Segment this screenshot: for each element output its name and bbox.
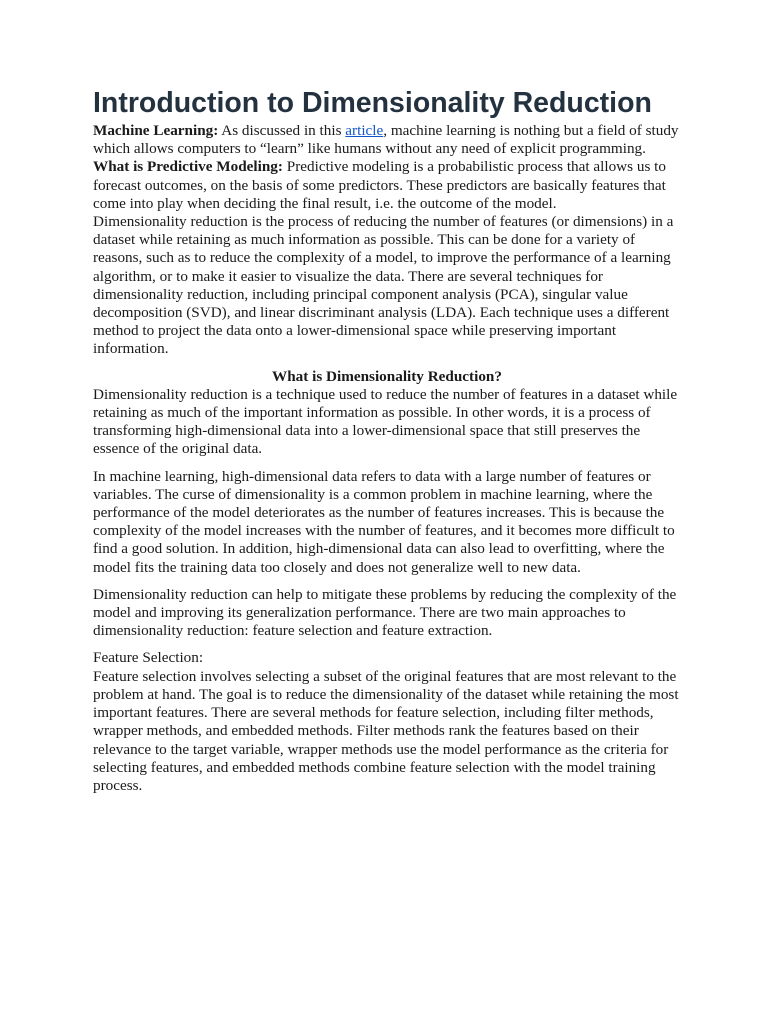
machine-learning-paragraph	[93, 122, 681, 158]
section-heading: What is Dimensionality Reduction?	[272, 367, 502, 385]
section-paragraph-1: Dimensionality reduction is a technique used to reduce the number of features in a dataset while retaining as much of the important information as possible. In other words, it is a process of transforming high-dimensional data into a lower-dimensional space that still preserves the essence of the original data.	[93, 385, 678, 458]
dimensionality-reduction-intro-paragraph: Dimensionality reduction is the process of reducing the number of features (or dimensions) in a dataset while retaining as much information as possible. This can be done for a variety of reasons, such as to reduce the complexity of a model, to improve the performance of a learning algorithm, or to make it easier to visualize the data. There are several techniques for dimensionality reduction, including principal component analysis (PCA), singular value decomposition (SVD), and linear discriminant analysis (LDA). Each technique uses a different method to project the data onto a lower-dimensional space while preserving important information.	[93, 213, 674, 358]
machine-learning-text-after-link: , machine learning is nothing but a field of study which allows computers to “learn” like humans without any need of explicit programming.	[93, 122, 679, 158]
predictive-modeling-paragraph	[93, 158, 681, 213]
machine-learning-label: Machine Learning:	[93, 122, 219, 139]
section-paragraph-2: In machine learning, high-dimensional data refers to data with a large number of features or variables. The curse of dimensionality is a common problem in machine learning, where the performance of the model deteriorates as the number of features increases. This is because the complexity of the model increases with the number of features, and it becomes more difficult to find a good solution. In addition, high-dimensional data can also lead to overfitting, where the model fits the training data too closely and does not generalize well to new data.	[93, 467, 675, 576]
document-title: Introduction to Dimensionality Reduction	[93, 87, 652, 119]
feature-selection-heading: Feature Selection:	[93, 649, 204, 667]
section-paragraph-3: Dimensionality reduction can help to mitigate these problems by reducing the complexity of the model and improving its generalization performance. There are two main approaches to dimensionality reduction: feature selection and feature extraction.	[93, 585, 677, 640]
machine-learning-text-before-link: As discussed in this	[218, 122, 346, 139]
feature-selection-paragraph: Feature selection involves selecting a subset of the original features that are most relevant to the problem at hand. The goal is to reduce the dimensionality of the dataset while retaining the most important features. There are several methods for feature selection, including filter methods, wrapper methods, and embedded methods. Filter methods rank the features based on their relevance to the target variable, wrapper methods use the model performance as the criteria for selecting features, and embedded methods combine feature selection with the model training process.	[93, 667, 679, 794]
predictive-modeling-label: What is Predictive Modeling:	[93, 158, 283, 176]
predictive-modeling-text: Predictive modeling is a probabilistic process that allows us to forecast outcomes, on the basis of some predictors. These predictors are basically features that come into play when deciding the final result, i.e. the outcome of the model.	[93, 158, 666, 212]
document-page	[93, 86, 681, 795]
article-link[interactable]: article	[345, 122, 384, 139]
